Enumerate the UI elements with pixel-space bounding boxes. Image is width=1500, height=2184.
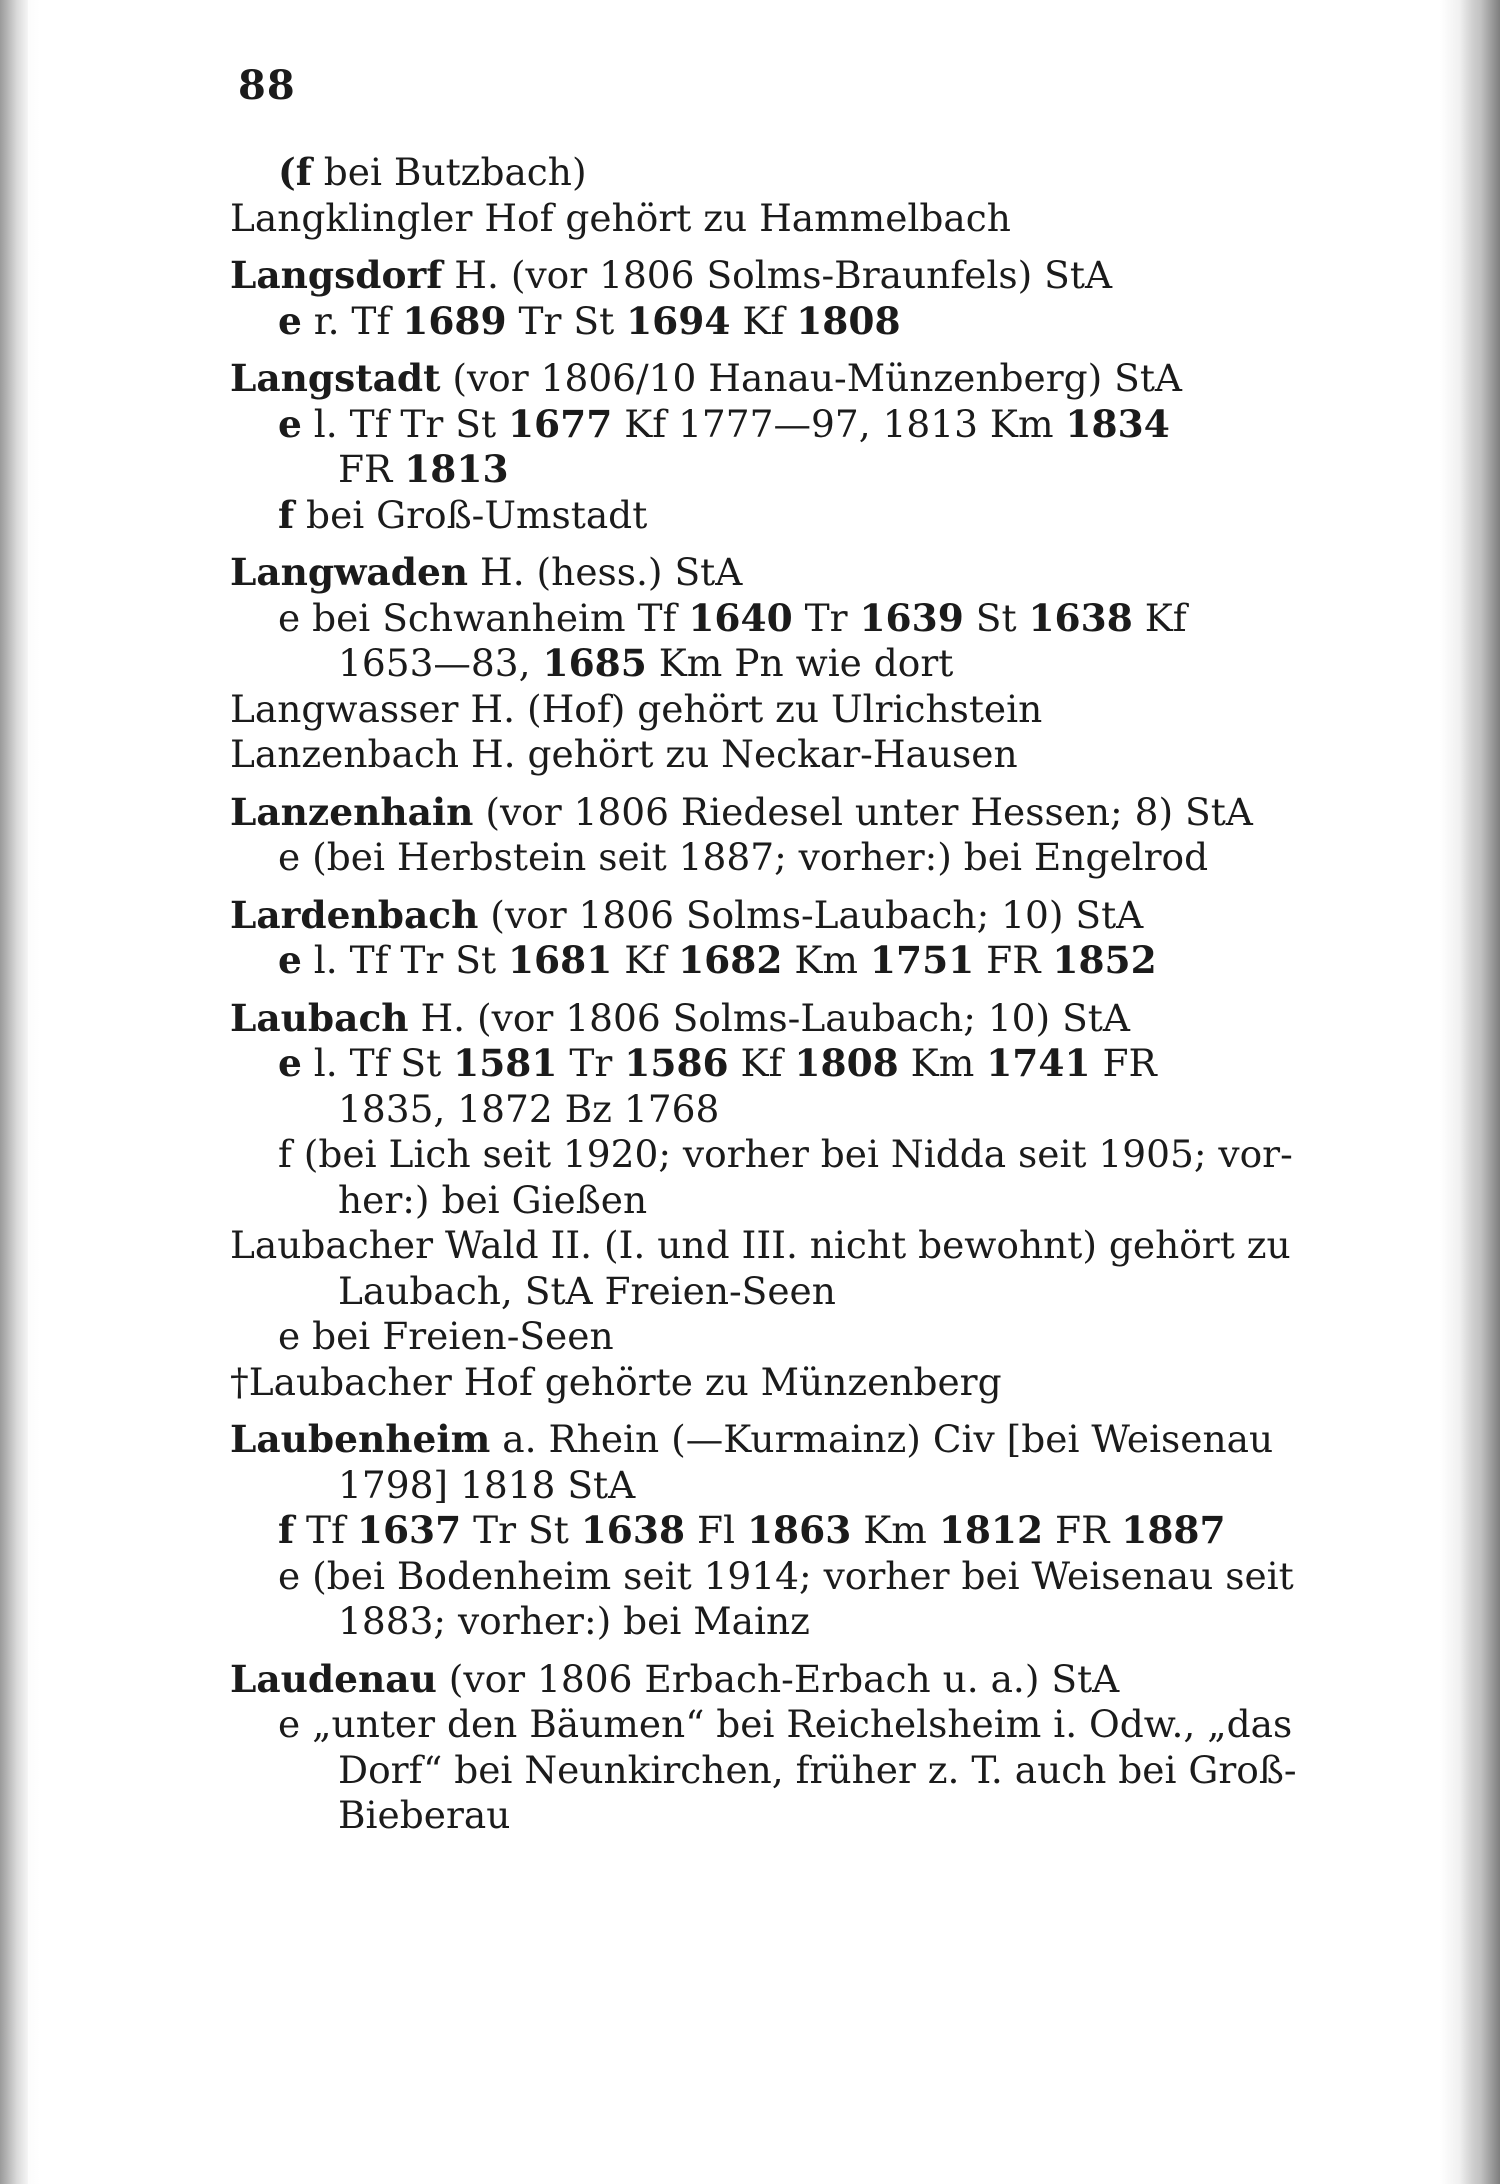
entry-line <box>230 938 1320 984</box>
entry-text: Km <box>851 1508 939 1552</box>
entry-text: her:) bei Gießen <box>338 1177 648 1222</box>
entry-text: e bei Freien-Seen <box>278 1314 614 1358</box>
gazetteer-entry <box>230 356 1320 538</box>
entry-text: Tr <box>557 1041 625 1085</box>
entry-line <box>230 893 1320 939</box>
entry-line <box>230 196 1320 242</box>
entry-text: 1653—83, <box>338 641 543 685</box>
entry-line <box>230 1793 1320 1839</box>
entry-line <box>230 1314 1320 1360</box>
entry-text: Kf <box>612 938 679 982</box>
page-number: 88 <box>238 62 296 109</box>
bold-text: f <box>278 492 295 537</box>
entry-text: 1798] 1818 StA <box>338 1462 636 1507</box>
entry-line <box>230 641 1320 687</box>
entry-line <box>230 996 1320 1042</box>
entry-line <box>230 687 1320 733</box>
entry-text: Km <box>782 938 870 982</box>
entry-text: FR <box>1043 1508 1122 1552</box>
entry-line <box>230 1463 1320 1509</box>
gazetteer-entry <box>230 1223 1320 1360</box>
bold-text: 1887 <box>1121 1508 1226 1552</box>
entry-line <box>230 1360 1320 1406</box>
entry-text: e bei Schwanheim Tf <box>278 595 689 640</box>
bold-text: Lardenbach <box>230 892 479 937</box>
entry-text: e (bei Herbstein seit 1887; vorher:) bei Engelrod <box>278 835 1209 879</box>
bold-text: e <box>278 938 302 982</box>
bold-text: 1813 <box>404 447 509 491</box>
entry-line <box>230 1178 1320 1224</box>
entry-line <box>230 1223 1320 1269</box>
entry-text: Laubach, StA Freien-Seen <box>338 1268 836 1313</box>
gazetteer-entry <box>230 790 1320 881</box>
gazetteer-entry <box>230 1417 1320 1645</box>
entry-line <box>230 732 1320 778</box>
entry-line <box>230 1132 1320 1178</box>
bold-text: 1581 <box>453 1041 558 1085</box>
entry-text: e (bei Bodenheim seit 1914; vorher bei Weisenau seit <box>278 1553 1294 1598</box>
entry-text: Tr St <box>461 1508 581 1552</box>
bold-text: 1751 <box>869 938 975 982</box>
entry-text: l. Tf St <box>301 1041 454 1085</box>
entry-text: H. (vor 1806 Solms-Braunfels) StA <box>442 253 1113 297</box>
bold-text: 1812 <box>938 1508 1044 1552</box>
entry-text: Km <box>898 1041 987 1085</box>
entry-text: (vor 1806 Solms-Laubach; 10) StA <box>478 892 1144 937</box>
entry-line <box>230 1087 1320 1133</box>
entry-text: l. Tf Tr St <box>301 401 508 446</box>
bold-text: Laudenau <box>230 1656 437 1701</box>
entry-text: Tr <box>792 595 860 640</box>
entry-line <box>230 1554 1320 1600</box>
entry-text: FR <box>338 447 405 491</box>
entry-line <box>230 1508 1320 1554</box>
entry-text: Langwasser H. (Hof) gehört zu Ulrichstein <box>230 686 1043 731</box>
bold-text: e <box>278 401 302 446</box>
bold-text: 1808 <box>794 1041 899 1085</box>
entry-line <box>230 1041 1320 1087</box>
entry-text: r. Tf <box>301 298 403 343</box>
gazetteer-entry <box>230 1657 1320 1839</box>
entry-text: Tf <box>294 1508 357 1552</box>
bold-text: 1638 <box>1028 595 1133 640</box>
entry-line <box>230 1657 1320 1703</box>
entry-text: bei Butzbach) <box>311 150 587 194</box>
entry-text: Kf 1777—97, 1813 Km <box>612 401 1066 446</box>
bold-text: 1694 <box>626 298 731 343</box>
bold-text: 1834 <box>1065 401 1170 446</box>
entry-text: FR <box>974 938 1053 982</box>
entry-text: Tr St <box>506 298 627 343</box>
bold-text: 1741 <box>986 1041 1091 1085</box>
entry-line <box>230 356 1320 402</box>
entry-line <box>230 299 1320 345</box>
entry-text: H. (hess.) StA <box>468 550 743 594</box>
entry-text: FR <box>1090 1041 1157 1085</box>
bold-text: 1681 <box>507 938 613 982</box>
entry-text: Lanzenbach H. gehört zu Neckar-Hausen <box>230 732 1018 776</box>
entry-text: a. Rhein (—Kurmainz) Civ [bei Weisenau <box>490 1417 1274 1461</box>
bold-text: 1586 <box>624 1041 729 1085</box>
entry-text: Fl <box>685 1508 747 1552</box>
gazetteer-entry <box>230 550 1320 687</box>
entry-line <box>230 1269 1320 1315</box>
entry-text: St <box>963 595 1029 640</box>
gazetteer-entry <box>230 687 1320 733</box>
entry-text: l. Tf Tr St <box>301 938 508 982</box>
entry-line <box>230 1417 1320 1463</box>
entry-line <box>230 1599 1320 1645</box>
gazetteer-entry <box>230 1360 1320 1406</box>
gazetteer-entry <box>230 732 1320 778</box>
entry-line <box>230 790 1320 836</box>
entry-text: (vor 1806 Riedesel unter Hessen; 8) StA <box>473 789 1253 834</box>
entry-text: (vor 1806/10 Hanau-Münzenberg) StA <box>440 356 1183 400</box>
bold-text: Laubach <box>230 995 409 1040</box>
bold-text: 1689 <box>402 298 507 343</box>
entry-text: Kf <box>1132 595 1187 640</box>
entry-text: Bieberau <box>338 1793 511 1837</box>
bold-text: 1638 <box>580 1508 686 1552</box>
entry-text: H. (vor 1806 Solms-Laubach; 10) StA <box>408 995 1130 1040</box>
bold-text: Langwaden <box>230 550 469 594</box>
gazetteer-entry <box>230 196 1320 242</box>
entry-line <box>230 596 1320 642</box>
bold-text: (f <box>278 150 312 194</box>
bold-text: Laubenheim <box>230 1417 491 1461</box>
entry-text: 1883; vorher:) bei Mainz <box>338 1599 810 1643</box>
bold-text: 1637 <box>356 1508 462 1552</box>
bold-text: 1682 <box>678 938 783 982</box>
entry-text: e „unter den Bäumen“ bei Reichelsheim i. Odw., „das <box>278 1702 1293 1746</box>
entry-line <box>230 493 1320 539</box>
bold-text: 1863 <box>746 1508 852 1552</box>
entry-text: (vor 1806 Erbach-Erbach u. a.) StA <box>436 1656 1120 1701</box>
entry-text: Langklingler Hof gehört zu Hammelbach <box>230 195 1011 240</box>
gazetteer-entry <box>230 893 1320 984</box>
entry-line <box>230 447 1320 493</box>
bold-text: f <box>278 1508 295 1552</box>
entry-line <box>230 835 1320 881</box>
entry-line <box>230 1702 1320 1748</box>
bold-text: 1640 <box>688 595 793 640</box>
entry-line <box>230 550 1320 596</box>
bold-text: 1852 <box>1052 938 1157 982</box>
gazetteer-entries <box>230 150 1320 1839</box>
entry-text: bei Groß-Umstadt <box>294 492 648 537</box>
entry-text: Dorf“ bei Neunkirchen, früher z. T. auch bei Groß- <box>338 1747 1297 1792</box>
page-outer-edge <box>1460 0 1500 2184</box>
bold-text: e <box>278 298 302 343</box>
gazetteer-entry <box>230 150 1320 196</box>
entry-line <box>230 402 1320 448</box>
gazetteer-entry <box>230 253 1320 344</box>
entry-line <box>230 1748 1320 1794</box>
bold-text: 1677 <box>507 401 613 446</box>
entry-text: Km Pn wie dort <box>646 641 954 685</box>
entry-text: Kf <box>730 298 797 343</box>
bold-text: 1808 <box>796 298 901 343</box>
entry-line <box>230 253 1320 299</box>
entry-text: f (bei Lich seit 1920; vorher bei Nidda seit 1905; vor- <box>278 1132 1293 1176</box>
bold-text: Langsdorf <box>230 253 443 297</box>
bold-text: Lanzenhain <box>230 789 474 834</box>
entry-text: 1835, 1872 Bz 1768 <box>338 1086 720 1131</box>
entry-line <box>230 150 1320 196</box>
bold-text: 1639 <box>859 595 964 640</box>
entry-text: Laubacher Wald II. (I. und III. nicht bewohnt) gehört zu <box>230 1223 1291 1267</box>
gazetteer-entry <box>230 996 1320 1224</box>
entry-text: Kf <box>728 1041 795 1085</box>
bold-text: 1685 <box>542 641 647 685</box>
bold-text: Langstadt <box>230 356 441 400</box>
bold-text: e <box>278 1041 302 1085</box>
page-binding-edge <box>0 0 28 2184</box>
entry-text: †Laubacher Hof gehörte zu Münzenberg <box>230 1359 1002 1404</box>
